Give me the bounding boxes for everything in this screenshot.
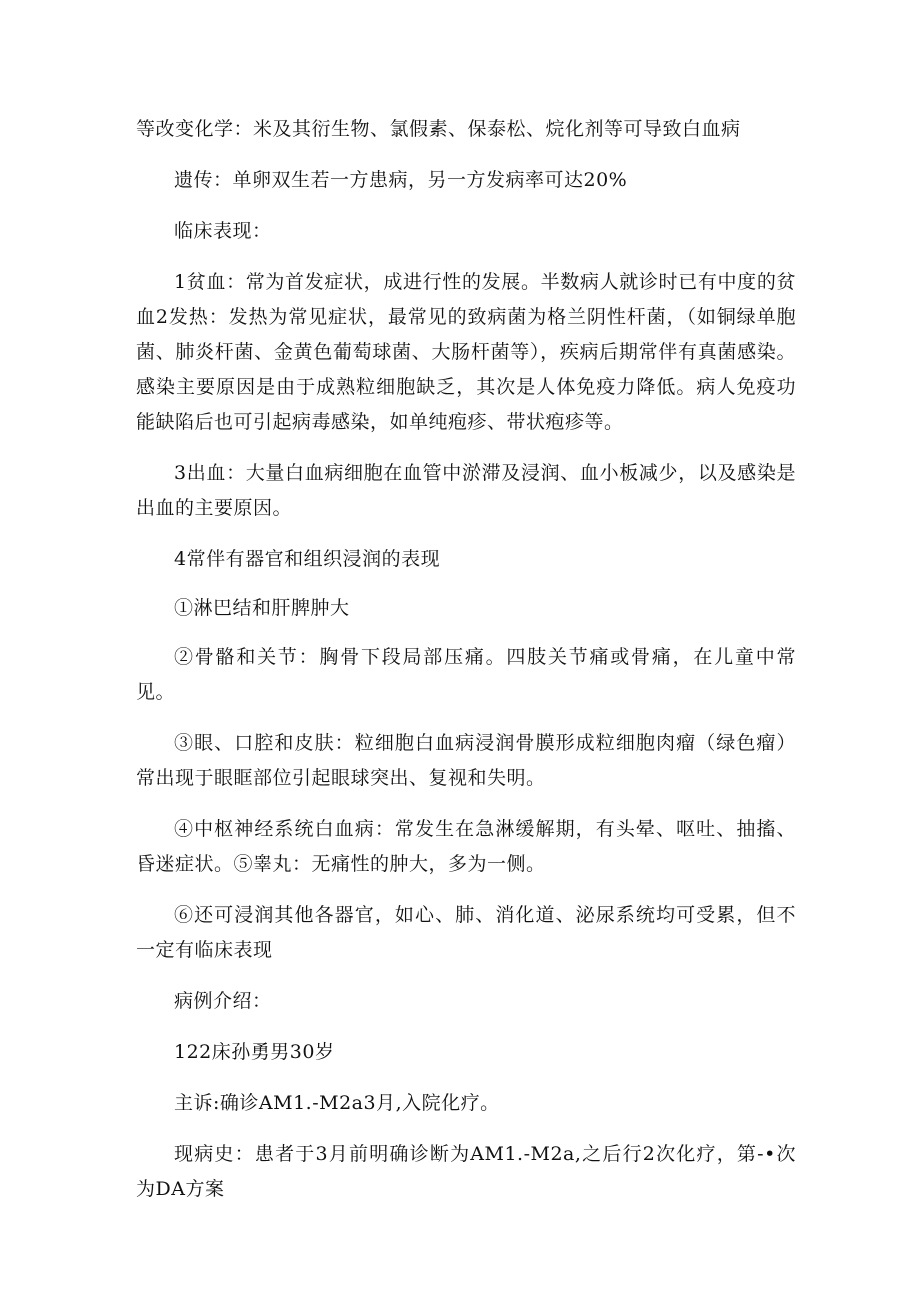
document-page: [136, 112, 796, 1223]
paragraph-bones-joints: ②骨骼和关节：胸骨下段局部压痛。四肢关节痛或骨痛，在儿童中常见。: [136, 646, 796, 703]
paragraph-eyes-skin: ③眼、口腔和皮肤：粒细胞白血病浸润骨膜形成粒细胞肉瘤（绿色瘤）常出现于眼眶部位引起眼球突出、复视和失明。: [136, 732, 796, 789]
paragraph-cns: ④中枢神经系统白血病：常发生在急淋缓解期，有头晕、呕吐、抽搐、昏迷症状。⑤睾丸：无痛性的肿大，多为一侧。: [136, 818, 796, 875]
paragraph-clinical-heading: 临床表现：: [174, 220, 272, 242]
paragraph-bleeding: 3出血：大量白血病细胞在血管中淤滞及浸润、血小板减少，以及感染是出血的主要原因。: [136, 462, 796, 519]
paragraph-infiltration-heading: 4常伴有器官和组织浸润的表现: [174, 548, 441, 570]
paragraph-other-organs: ⑥还可浸润其他各器官，如心、肺、消化道、泌尿系统均可受累，但不一定有临床表现: [136, 904, 796, 961]
paragraph-case-heading: 病例介绍：: [174, 990, 272, 1012]
paragraph-lymph-nodes: ①淋巴结和肝脾肿大: [174, 597, 350, 619]
paragraph-patient-info: 122床孙勇男30岁: [174, 1041, 335, 1063]
paragraph-heredity: 遗传：单卵双生若一方患病，另一方发病率可达20%: [174, 169, 628, 191]
paragraph-chemical-causes: 等改变化学：米及其衍生物、氯假素、保泰松、烷化剂等可导致白血病: [136, 118, 741, 140]
paragraph-chief-complaint: 主诉:确诊AM1.-M2a3月,入院化疗。: [174, 1092, 500, 1114]
paragraph-anemia-fever: 1贫血：常为首发症状，成进行性的发展。半数病人就诊时已有中度的贫血2发热：发热为常见症状，最常见的致病菌为格兰阴性杆菌，（如铜绿单胞菌、肺炎杆菌、金黄色葡萄球菌、大肠杆菌等），疾病后期常伴有真菌感染。感染主要原因是由于成熟粒细胞缺乏，其次是人体免疫力降低。病人免疫功能缺陷后也可引起病毒感染，如单纯疱疹、带状疱疹等。: [136, 271, 796, 433]
paragraph-present-illness: 现病史：患者于3月前明确诊断为AM1.-M2a,之后行2次化疗，第-•次为DA方案: [136, 1143, 796, 1200]
